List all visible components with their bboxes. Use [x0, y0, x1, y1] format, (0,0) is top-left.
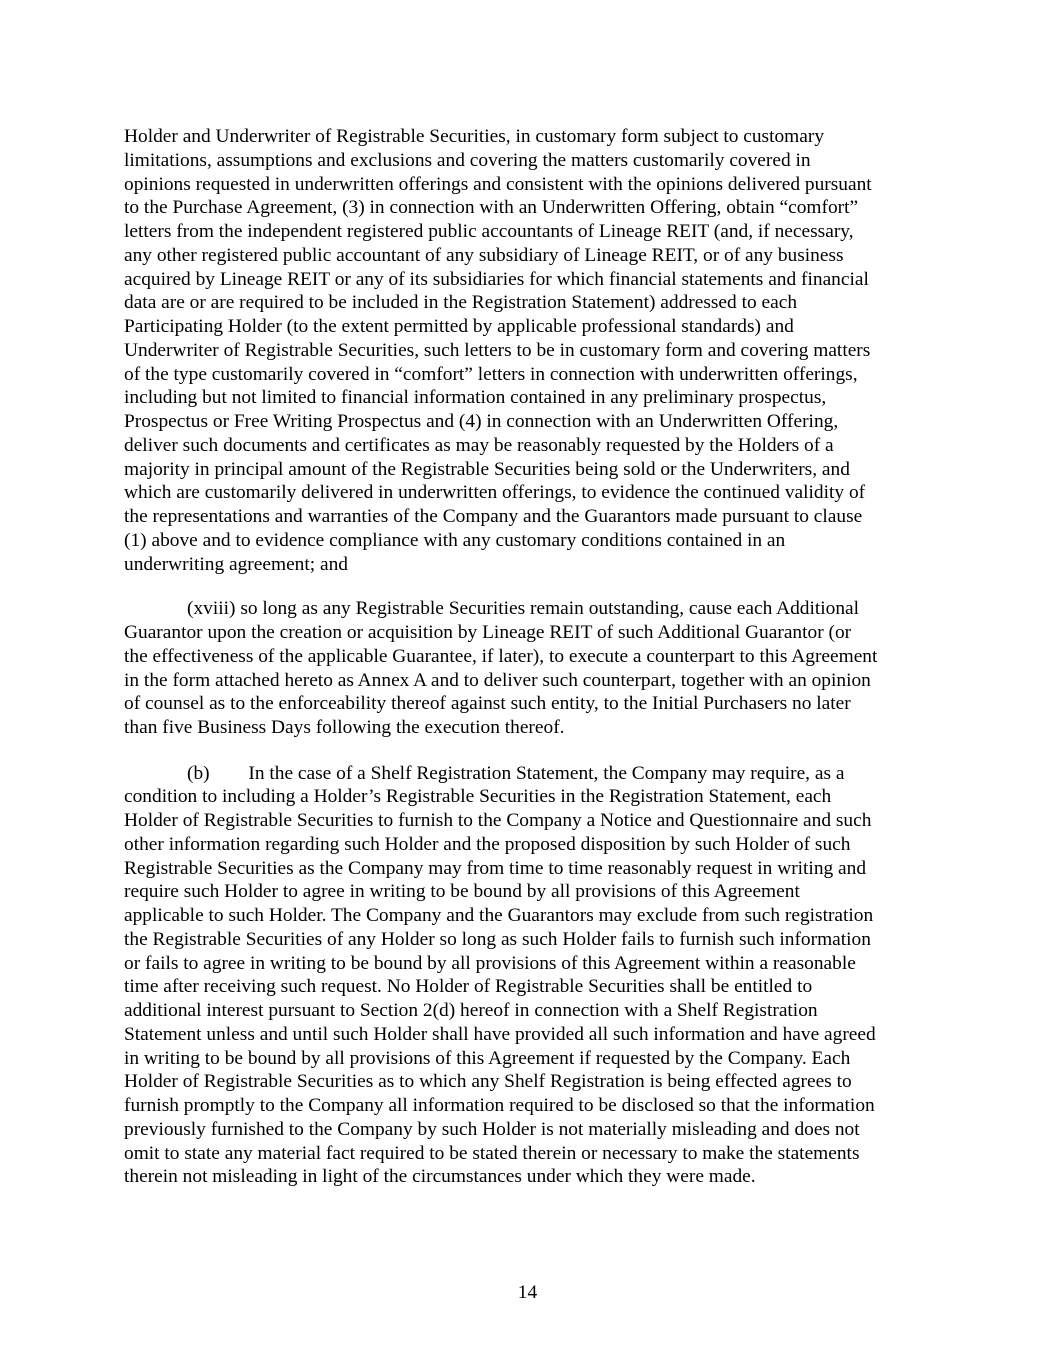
text-line: Registrable Securities as the Company may from time to time reasonably request in writing and: [124, 858, 867, 879]
text-line: furnish promptly to the Company all information required to be disclosed so that the information: [124, 1095, 875, 1116]
text-line: the Registrable Securities of any Holder so long as such Holder fails to furnish such information: [124, 929, 871, 950]
text-line: Guarantor upon the creation or acquisition by Lineage REIT of such Additional Guarantor (or: [124, 622, 852, 643]
text-line: Prospectus or Free Writing Prospectus and (4) in connection with an Underwritten Offering,: [124, 411, 839, 432]
text-line: underwriting agreement; and: [124, 554, 348, 575]
text-line: any other registered public accountant of any subsidiary of Lineage REIT, or of any business: [124, 245, 844, 266]
text-line: the effectiveness of the applicable Guarantee, if later), to execute a counterpart to this Agreement: [124, 646, 878, 667]
page-number: 14: [517, 1282, 538, 1303]
text-line: Holder of Registrable Securities to furnish to the Company a Notice and Questionnaire and such: [124, 810, 872, 831]
text-line: Underwriter of Registrable Securities, such letters to be in customary form and covering matters: [124, 340, 871, 361]
text-line: applicable to such Holder. The Company and the Guarantors may exclude from such registration: [124, 905, 874, 926]
text-line: omit to state any material fact required to be stated therein or necessary to make the statements: [124, 1143, 860, 1164]
text-line: including but not limited to financial information contained in any preliminary prospectus,: [124, 387, 827, 408]
text-line: Holder of Registrable Securities as to which any Shelf Registration is being effected agrees to: [124, 1071, 852, 1092]
text-line: data are or are required to be included in the Registration Statement) addressed to each: [124, 292, 798, 313]
text-line: in the form attached hereto as Annex A and to deliver such counterpart, together with an opinion: [124, 670, 871, 691]
text-line: acquired by Lineage REIT or any of its subsidiaries for which financial statements and financial: [124, 269, 869, 290]
text-line: of the type customarily covered in “comfort” letters in connection with underwritten offerings,: [124, 364, 858, 385]
text-line: require such Holder to agree in writing to be bound by all provisions of this Agreement: [124, 881, 800, 902]
text-line: letters from the independent registered public accountants of Lineage REIT (and, if necessary,: [124, 221, 854, 242]
text-line: opinions requested in underwritten offerings and consistent with the opinions delivered pursuant: [124, 174, 872, 195]
text-line: (xviii) so long as any Registrable Securities remain outstanding, cause each Additional: [187, 598, 860, 619]
text-line: to the Purchase Agreement, (3) in connection with an Underwritten Offering, obtain “comfort”: [124, 197, 859, 218]
text-line: deliver such documents and certificates as may be reasonably requested by the Holders of a: [124, 435, 834, 456]
text-line: Statement unless and until such Holder shall have provided all such information and have agreed: [124, 1024, 876, 1045]
text-line: additional interest pursuant to Section 2(d) hereof in connection with a Shelf Registration: [124, 1000, 818, 1021]
text-line: the representations and warranties of the Company and the Guarantors made pursuant to clause: [124, 506, 863, 527]
text-line: other information regarding such Holder and the proposed disposition by such Holder of such: [124, 834, 851, 855]
text-line: than five Business Days following the execution thereof.: [124, 717, 565, 738]
text-line: Participating Holder (to the extent permitted by applicable professional standards) and: [124, 316, 794, 337]
text-line: previously furnished to the Company by such Holder is not materially misleading and does not: [124, 1119, 860, 1140]
text-line: (b) In the case of a Shelf Registration Statement, the Company may require, as a: [187, 763, 845, 784]
text-line: limitations, assumptions and exclusions and covering the matters customarily covered in: [124, 150, 811, 171]
text-line: or fails to agree in writing to be bound by all provisions of this Agreement within a reasonable: [124, 953, 856, 974]
text-line: time after receiving such request. No Holder of Registrable Securities shall be entitled to: [124, 976, 813, 997]
text-line: (1) above and to evidence compliance with any customary conditions contained in an: [124, 530, 786, 551]
text-line: of counsel as to the enforceability thereof against such entity, to the Initial Purchasers no later: [124, 693, 851, 714]
text-line: in writing to be bound by all provisions of this Agreement if requested by the Company. Each: [124, 1048, 851, 1069]
text-line: which are customarily delivered in underwritten offerings, to evidence the continued validity of: [124, 482, 866, 503]
text-line: Holder and Underwriter of Registrable Securities, in customary form subject to customary: [124, 126, 825, 147]
text-line: therein not misleading in light of the circumstances under which they were made.: [124, 1166, 756, 1187]
text-line: majority in principal amount of the Registrable Securities being sold or the Underwriters, and: [124, 459, 850, 480]
text-line: condition to including a Holder’s Registrable Securities in the Registration Statement, each: [124, 786, 832, 807]
